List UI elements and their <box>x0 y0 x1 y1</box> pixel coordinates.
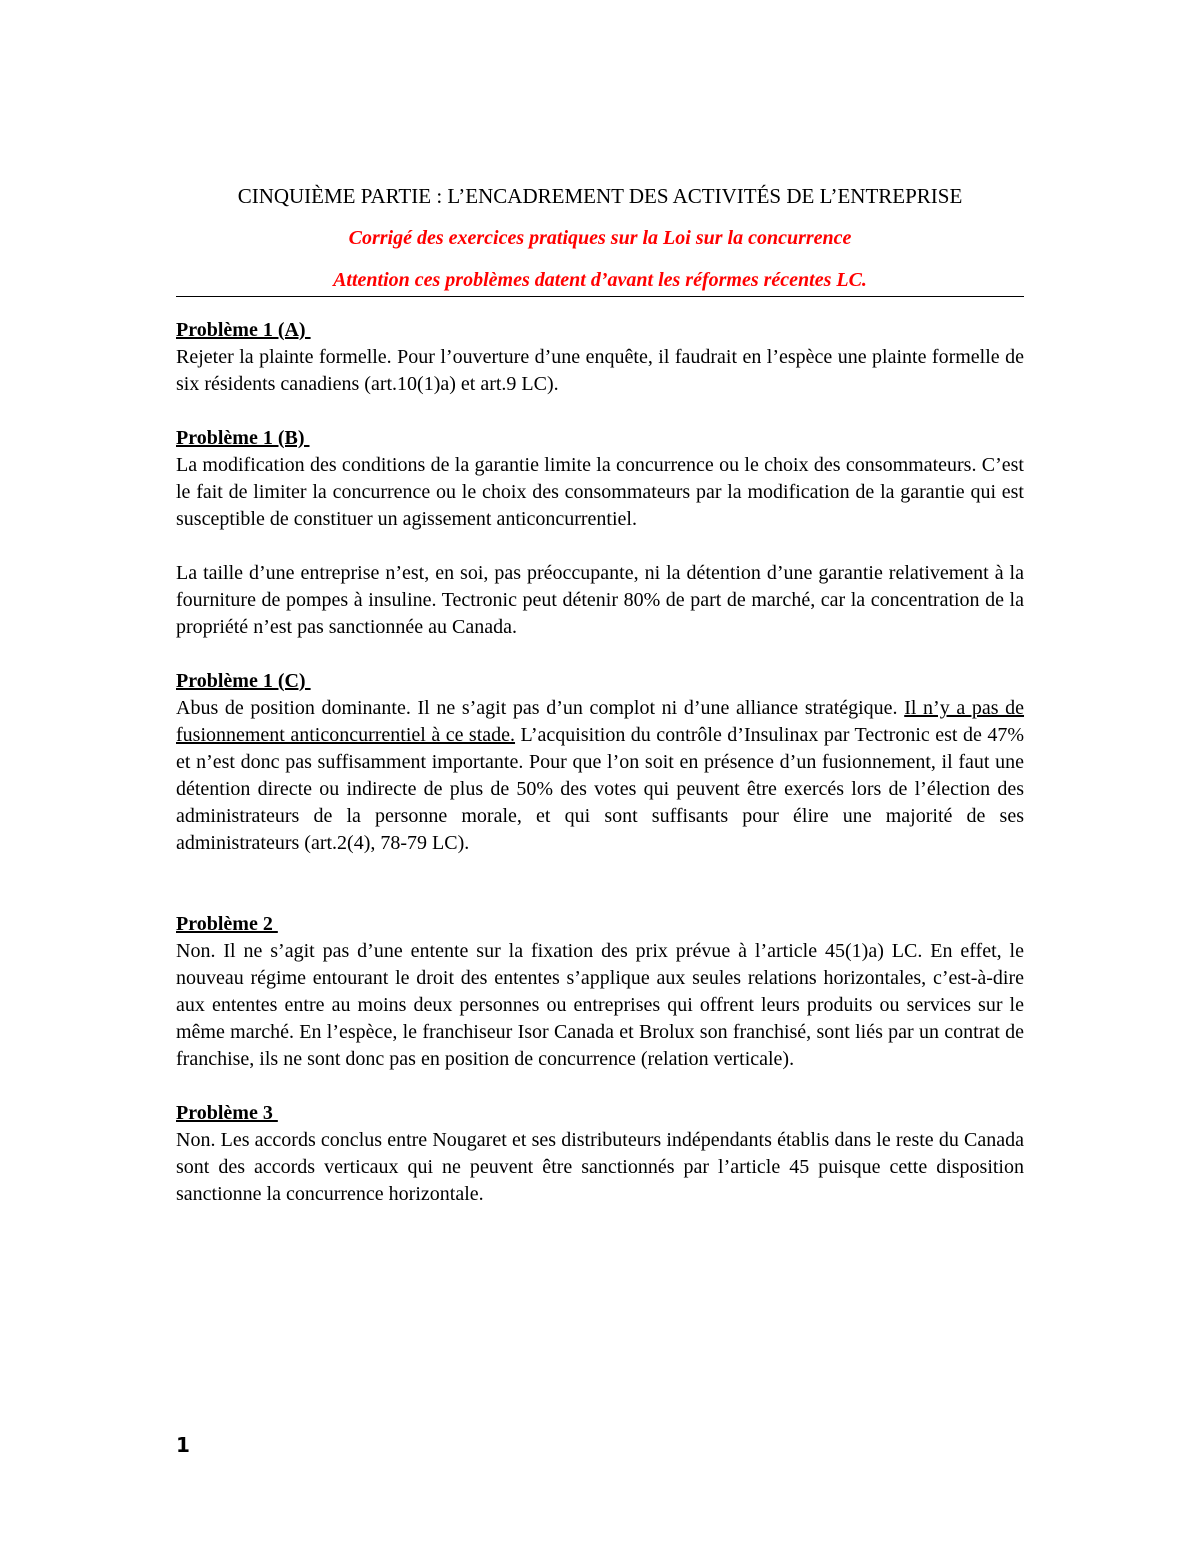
part-title: CINQUIÈME PARTIE : L’ENCADREMENT DES ACTIVITÉS DE L’ENTREPRISE <box>237 184 963 208</box>
section-title: Problème 2 <box>176 913 278 935</box>
section-paragraph: Rejeter la plainte formelle. Pour l’ouverture d’une enquête, il faudrait en l’espèce une plainte formelle de six résidents canadiens (art.10(1)a) et art.9 LC). <box>176 346 1024 395</box>
section-paragraph: Non. Les accords conclus entre Nougaret et ses distributeurs indépendants établis dans le reste du Canada sont des accords verticaux qui ne peuvent être sanctionnés par l’article 45 puisque cette disposition sanctionne la concurrence horizontale. <box>176 1129 1024 1205</box>
page-number: 1 <box>176 1433 190 1457</box>
section-probleme-3 <box>176 1100 1024 1208</box>
page-content <box>176 182 1024 1208</box>
section-probleme-2 <box>176 911 1024 1073</box>
section-title: Problème 1 (C) <box>176 670 311 692</box>
section-paragraph <box>176 695 1024 857</box>
section-probleme-1a <box>176 317 1024 398</box>
section-probleme-1c <box>176 668 1024 857</box>
header-rule <box>176 296 1024 297</box>
warning-subtitle: Attention ces problèmes datent d’avant les réformes récentes LC. <box>333 269 867 291</box>
section-paragraph: Non. Il ne s’agit pas d’une entente sur la fixation des prix prévue à l’article 45(1)a) LC. En effet, le nouveau régime entourant le droit des ententes s’applique aux seules relations horizontales, c’est-à-dire aux ententes entre au moins deux personnes ou entreprises qui offrent leurs produits ou services sur le même marché. En l’espèce, le franchiseur Isor Canada et Brolux son franchisé, sont liés par un contrat de franchise, ils ne sont donc pas en position de concurrence (relation verticale). <box>176 940 1024 1070</box>
underlined-text: Il n’y a pas de fusionnement anticoncurrentiel à ce stade. <box>176 697 1025 746</box>
section-probleme-1b <box>176 425 1024 641</box>
section-title: Problème 1 (B) <box>176 427 310 449</box>
paragraph-text: L’acquisition du contrôle d’Insulinax par Tectronic est de 47% et n’est donc pas suffisamment importante. Pour que l’on soit en présence d’un fusionnement, il faut une détention directe ou indirecte de plus de 50% des votes qui peuvent être exercés lors de l’élection des administrateurs de la personne morale, et qui sont suffisants pour élire une majorité de ses administrateurs (art.2(4), 78-79 LC). <box>176 724 1024 854</box>
section-title: Problème 3 <box>176 1102 278 1124</box>
section-paragraph: La taille d’une entreprise n’est, en soi, pas préoccupante, ni la détention d’une garantie relativement à la fourniture de pompes à insuline. Tectronic peut détenir 80% de part de marché, car la concentration de la propriété n’est pas sanctionnée au Canada. <box>176 562 1024 638</box>
section-title: Problème 1 (A) <box>176 319 311 341</box>
corrige-subtitle: Corrigé des exercices pratiques sur la Loi sur la concurrence <box>348 227 852 249</box>
paragraph-text: Abus de position dominante. Il ne s’agit pas d’un complot ni d’une alliance stratégique. <box>176 697 905 719</box>
section-paragraph: La modification des conditions de la garantie limite la concurrence ou le choix des consommateurs. C’est le fait de limiter la concurrence ou le choix des consommateurs par la modification de la garantie qui est susceptible de constituer un agissement anticoncurrentiel. <box>176 454 1024 530</box>
